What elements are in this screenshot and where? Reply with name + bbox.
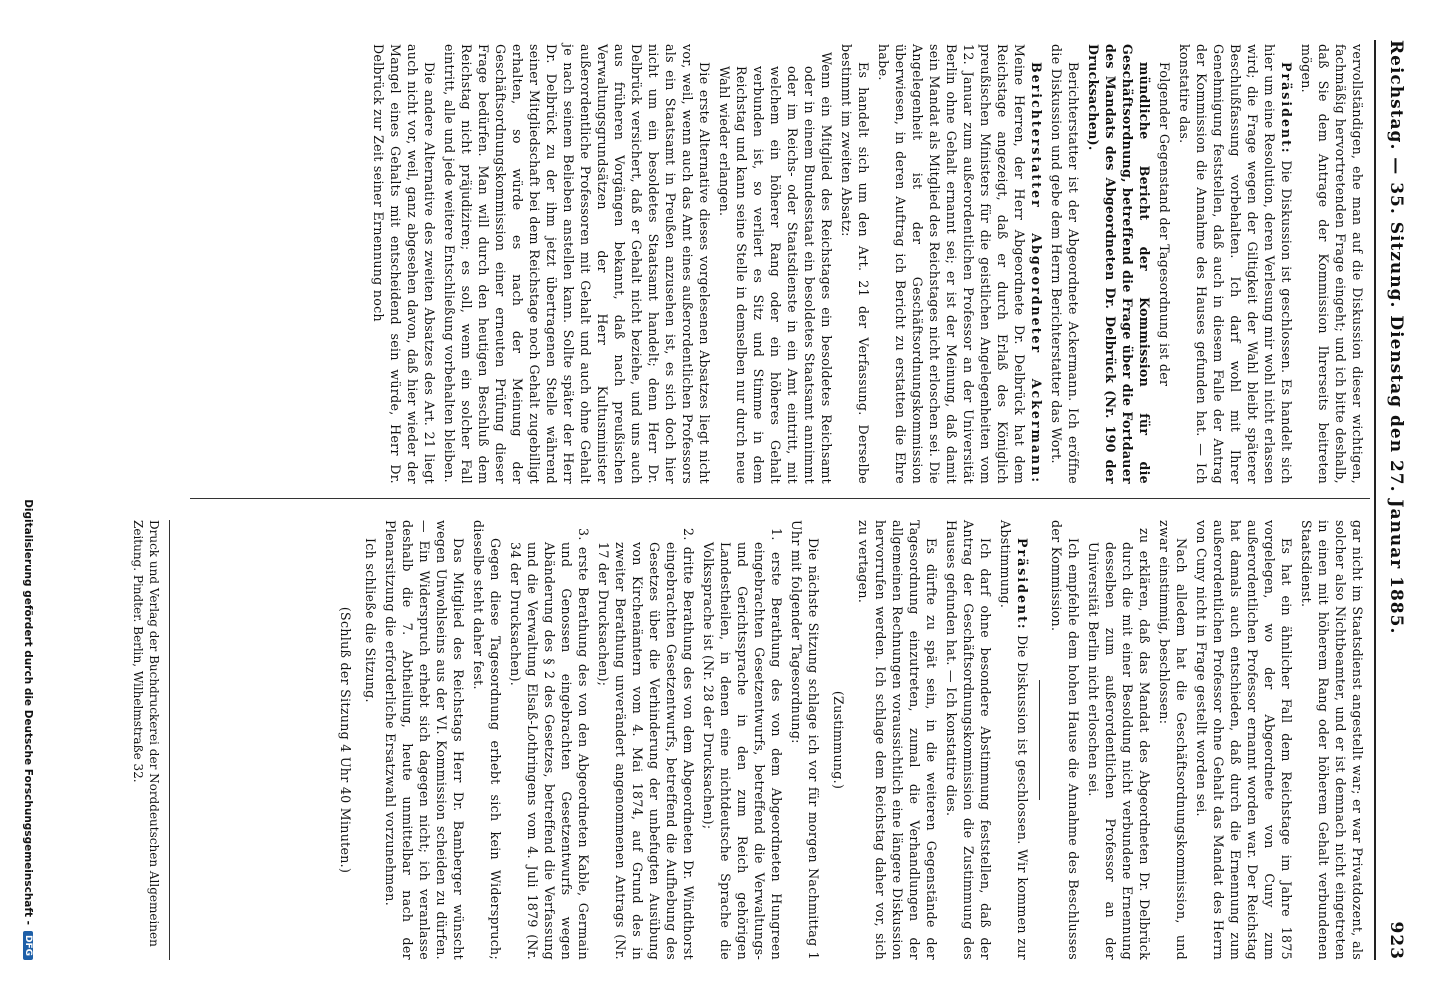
paragraph: Nach alledem hat die Geschäftsordnungskommission, und zwar einstimmig, beschlossen: (1157, 520, 1189, 960)
page-number: 923 (1386, 921, 1406, 960)
paragraph: gar nicht im Staatsdienst angestellt war; er war Privatdozent, als solcher also Nichtbeamter, und er ist demnach nicht eingetreten in einen mit höherem Rang oder höherem Gehalt verbundenen Staatsdienst. (1299, 520, 1365, 960)
resolution-text: zu erklären, daß das Mandat des Abgeordneten Dr. Delbrück durch die mit einer Besoldung nicht verbundene Ernennung desselben zum außerordentlichen Professor an der Universität Berlin nicht erloschen sei. (1086, 528, 1152, 960)
section-divider (1039, 680, 1040, 800)
paragraph: Ich darf ohne besondere Abstimmung feststellen, daß der Antrag der Geschäftsordnungskommission die Zustimmung des Hauses gefunden hat. — Ich konstatire dies. (944, 520, 993, 960)
paragraph: Berichterstatter ist der Abgeordnete Ackermann. Ich eröffne die Diskussion und gebe dem Herrn Berichterstatter das Wort. (1049, 44, 1081, 484)
paragraph: Die andere Alternative des zweiten Absatzes des Art. 21 liegt auch nicht vor, weil, ganz abgesehen davon, daß hier wieder der Mangel eines Gehalts mit entscheidend sein würde, Herr Dr. Delbrück zur Zeit seiner Ernennung noch (371, 44, 437, 484)
imprint-rule (169, 520, 170, 960)
paragraph: Die erste Alternative dieses vorgelesenen Absatzes liegt nicht vor, weil, wenn auch das Amt eines außerordentlichen Professors als ein Staatsamt in Preußen anzusehen ist, es sich doch hier nicht um ein besoldetes Staatsamt handelt; denn Herr Dr. Delbrück versichert, daß er Gehalt nicht beziehe, und uns auch aus früheren Vorgängen bekannt, daß nach preußischen Verwaltungsgrundsätzen der Herr Kultusminister außerordentliche Professoren mit Gehalt und auch ohne Gehalt je nach seinem Belieben anstellen kann. Sollte später der Herr Dr. Delbrück zu der ihm jetzt übertragenen Stelle während seiner Mitgliedschaft bei dem Reichstage noch Gehalt zugebilligt erhalten, so würde es nach der Meinung der Geschäftsordnungskommission einer erneuten Prüfung dieser Frage bedürfen. Man will durch den heutigen Beschluß dem Reichstag nicht präjudiziren; es soll, wenn ein solcher Fall eintritt, alle und jede weitere Entschließung vorbehalten bleiben. (442, 44, 712, 484)
paragraph: vervollständigen, ehe man auf die Diskussion dieser wichtigen, fachmäßig hervortretenden Frage eingeht; und ich bitte deshalb, daß Sie dem Antrage der Kommission Ihrerseits beitreten mögen. (1299, 44, 1365, 484)
speech-text: Die Diskussion ist geschlossen. Es handelt sich hier um eine Resolution, deren Verlesung mir wohl nicht erlassen wird; die Frage wegen der Giltigkeit der Wahl bleibt späterer Beschlußfassung vorbehalten. Ich darf wohl mit Ihrer Genehmigung feststellen, daß auch in diesem Falle der Antrag der Kommission die Annahme des Hauses gefunden hat. — Ich konstatire das. (1177, 44, 1294, 484)
agenda-heading: mündliche Bericht der Kommission für die Geschäftsordnung, betreffend die Frage über die Fortdauer des Mandats des Abgeordneten Dr. Delbrück (Nr. 190 der Drucksachen). (1086, 44, 1152, 484)
closing-note: (Schluß der Sitzung 4 Uhr 40 Minuten.) (338, 606, 353, 874)
paragraph: Gegen diese Tagesordnung erhebt sich kein Widerspruch; dieselbe steht daher fest. (471, 520, 503, 960)
paragraph: Es dürfte zu spät sein, in die weiteren Gegenstände der Tagesordnung einzutreten, zumal die Verhandlungen der allgemeinen Rechnungen voraussichtlich eine längere Diskussion hervorrufen werden. Ich schlage dem Reichstag daher vor, sich zu vertagen. (856, 520, 939, 960)
paragraph (997, 520, 1031, 960)
agenda-item: 1. erste Berathung des von dem Abgeordneten Hungreen eingebrachten Gesetzentwurfs, betreffend die Verwaltungs- und Gerichtssprache in den zum Reich gehörigen Landestheilen, in denen eine nichtdeutsche Sprache die Volkssprache ist (Nr. 28 der Drucksachen); (701, 528, 784, 960)
right-column (329, 520, 1366, 960)
paragraph (1176, 44, 1295, 484)
paragraph: Das Mitglied des Reichstags Herr Dr. Bamberger wünscht wegen Unwohlseins aus der VI. Kommission scheiden zu dürfen. — Ein Widerspruch erhebt sich dagegen nicht; ich veranlasse deshalb die 7. Abtheilung, heute unmittelbar nach der Plenarsitzung die erforderliche Ersatzwahl vorzunehmen. (383, 520, 466, 960)
agenda-item: 2. dritte Berathung des von dem Abgeordneten Dr. Windthorst eingebrachten Gesetzentwurfs, betreffend die Aufhebung des Gesetzes über die Verhinderung der unbefugten Ausübung von Kirchenämtern vom 4. Mai 1874, auf Grund des in zweiter Berathung unverändert angenommenen Antrags (Nr. 17 der Drucksachen); (596, 528, 696, 960)
interjection: (Zustimmung.) (831, 690, 846, 790)
speaker-label: Berichterstatter Abgeordneter Ackermann: (1029, 62, 1044, 484)
running-head: Reichstag. — 35. Sitzung. Dienstag den 27. Januar 1885. (1386, 40, 1406, 635)
paragraph: Ich schließe die Sitzung. (363, 538, 378, 703)
column-divider (190, 498, 1370, 499)
paragraph: Ich empfehle dem hohen Hause die Annahme des Beschlusses der Kommission. (1049, 520, 1081, 960)
digitization-text: Digitalisierung gefördert durch die Deutsche Forschungsgemeinschaft - (22, 499, 34, 925)
page-header (1380, 40, 1410, 960)
quoted-article: Wenn ein Mitglied des Reichstages ein besoldetes Reichsamt oder in einem Bundesstaat ein besoldetes Staatsamt annimmt oder im Reichs- oder Staatsdienste in ein Amt eintritt, mit welchem ein höherer Rang oder ein höheres Gehalt verbunden ist, so verliert es Sitz und Stimme in dem Reichstag und kann seine Stelle in demselben nur durch neue Wahl wieder erlangen. (717, 52, 834, 484)
paragraph: Es hat ein ähnlicher Fall dem Reichstage im Jahre 1875 vorgelegen, wo der Abgeordnete von Cuny zum außerordentlichen Professor ernannt worden war. Der Reichstag hat damals auch entschieden, daß durch die Ernennung zum außerordentlichen Professor ohne Gehalt das Mandat des Herrn von Cuny nicht in Frage gestellt worden sei. (1194, 520, 1294, 960)
paragraph: Die nächste Sitzung schlage ich vor für morgen Nachmittag 1 Uhr mit folgender Tagesordnung: (789, 520, 821, 960)
paragraph: Es handelt sich um den Art. 21 der Verfassung. Derselbe bestimmt im zweiten Absatz: (839, 44, 871, 484)
digitization-note (22, 40, 34, 960)
speaker-label: Präsident: (1279, 62, 1294, 155)
speech-text: Meine Herren, der Herr Abgeordnete Dr. Delbrück hat dem Reichstage angezeigt, daß er durch Erlaß des Königlich preußischen Ministers für die geistlichen Angelegenheiten vom 12. Januar zum außerordentlichen Professor an der Universität Berlin ohne Gehalt ernannt sei; er ist der Meinung, daß damit sein Mandat als Mitglied des Reichstages nicht erloschen sei. Die Angelegenheit ist der Geschäftsordnungskommission überwiesen, in deren Auftrag ich Bericht zu erstatten die Ehre habe. (876, 44, 1027, 484)
agenda-item: 3. erste Berathung des von den Abgeordneten Kable, Germain und Genossen eingebrachten Gesetzentwurfs wegen Abänderung des § 2 des Gesetzes, betreffend die Verfassung und die Verwaltung Elsaß-Lothringens vom 4. Juli 1879 (Nr. 34 der Drucksachen). (508, 528, 591, 960)
header-rule (1374, 40, 1376, 960)
speaker-label: Präsident: (1015, 538, 1030, 631)
dfg-logo: DFG (23, 931, 33, 960)
speech-text: Die Diskussion ist geschlossen. Wir kommen zur Abstimmung. (998, 520, 1030, 960)
left-column (367, 44, 1366, 484)
paragraph (875, 44, 1045, 484)
printer-imprint: Druck und Verlag der Buchdruckerei der Norddeutschen Allgemeinen Zeitung. Pindter. Berlin, Wilhelmstraße 32. (131, 520, 161, 947)
paragraph: Folgender Gegenstand der Tagesordnung ist der (1157, 62, 1172, 387)
